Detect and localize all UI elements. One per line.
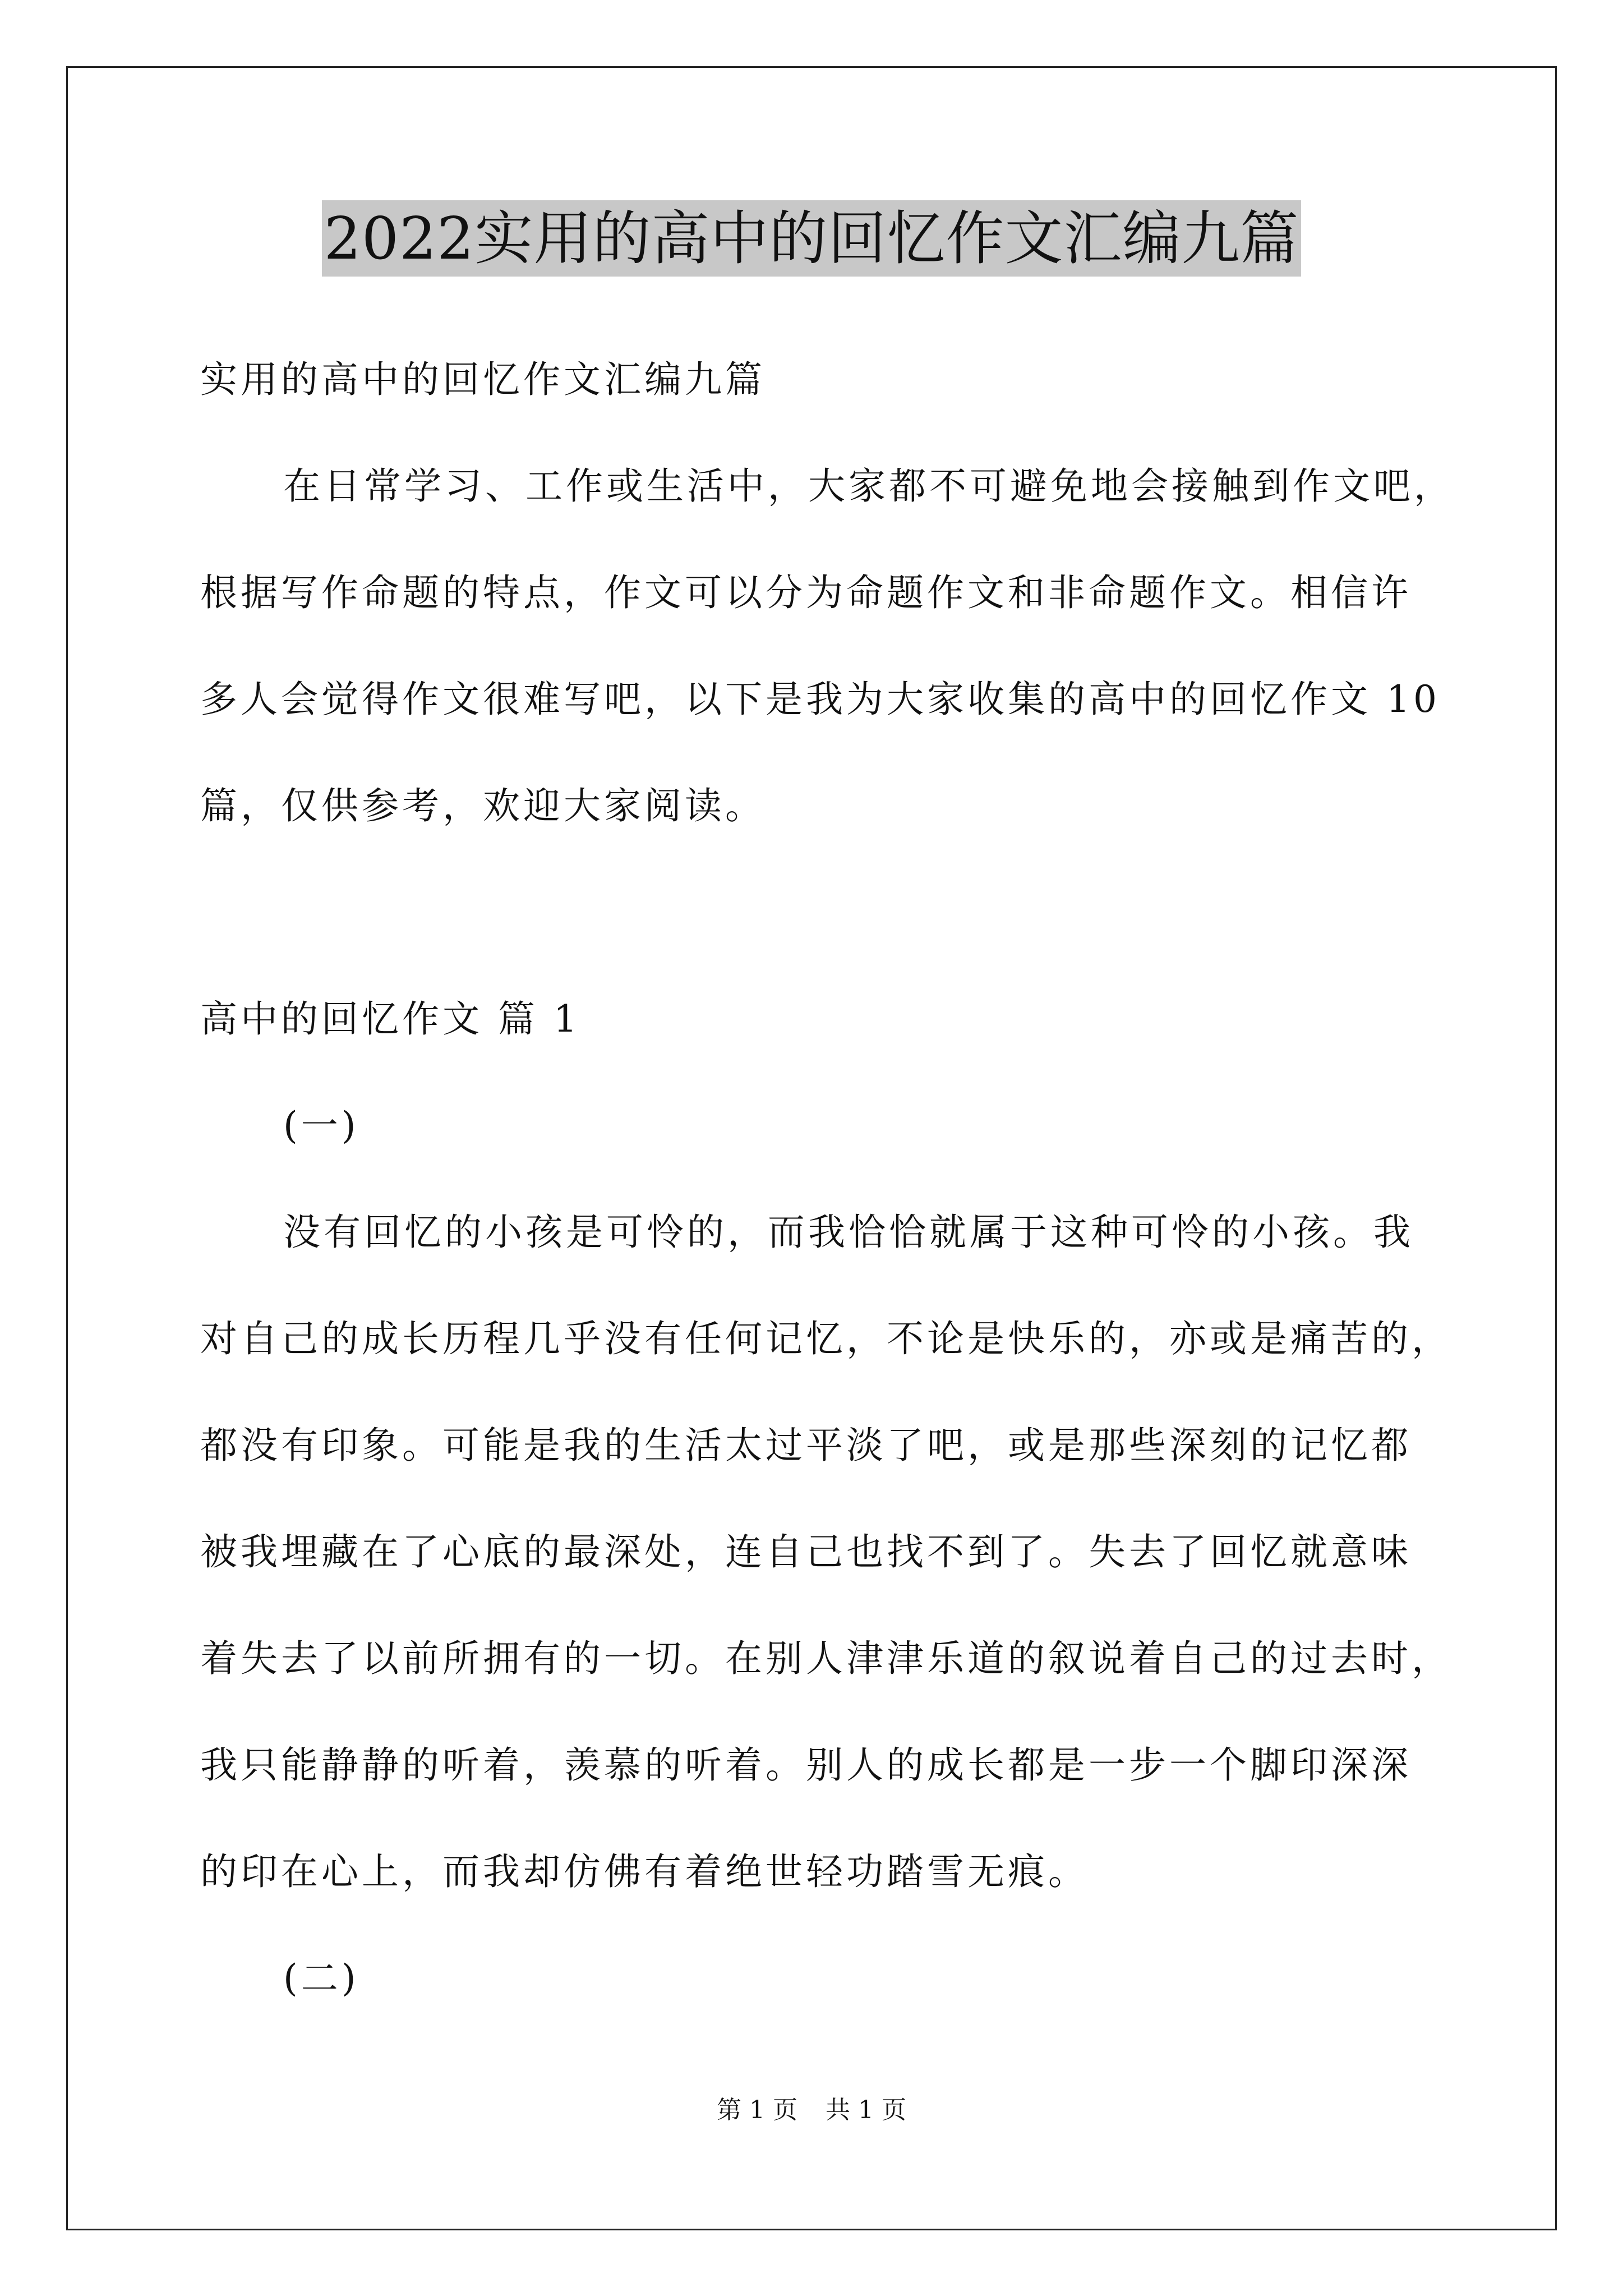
page-footer [0, 2093, 1623, 2127]
intro-line-1: 在日常学习、工作或生活中，大家都不可避免地会接触到作文吧， [283, 464, 1454, 508]
paragraph-line-7: 的印在心上，而我却仿佛有着绝世轻功踏雪无痕。 [200, 1850, 1089, 1893]
part-label-1: (一) [283, 1104, 359, 1147]
paragraph-line-6: 我只能静静的听着，羡慕的听着。别人的成长都是一步一个脚印深深 [200, 1743, 1412, 1787]
document-title: 2022实用的高中的回忆作文汇编九篇 [322, 200, 1302, 277]
paragraph-line-5: 着失去了以前所拥有的一切。在别人津津乐道的叙说着自己的过去时， [200, 1637, 1452, 1680]
page-number-total: 共 1 页 [826, 2096, 906, 2124]
intro-line-2: 根据写作命题的特点，作文可以分为命题作文和非命题作文。相信许 [200, 571, 1412, 614]
intro-line-3: 多人会觉得作文很难写吧，以下是我为大家收集的高中的回忆作文 10 [200, 678, 1440, 721]
paragraph-line-4: 被我埋藏在了心底的最深处，连自己也找不到了。失去了回忆就意味 [200, 1530, 1412, 1573]
paragraph-line-3: 都没有印象。可能是我的生活太过平淡了吧，或是那些深刻的记忆都 [200, 1424, 1412, 1467]
section-heading: 高中的回忆作文 篇 1 [200, 997, 580, 1041]
part-label-2: (二) [283, 1957, 359, 2000]
intro-line-4: 篇，仅供参考，欢迎大家阅读。 [200, 784, 766, 827]
paragraph-line-2: 对自己的成长历程几乎没有任何记忆，不论是快乐的，亦或是痛苦的， [200, 1317, 1452, 1360]
paragraph-line-1: 没有回忆的小孩是可怜的，而我恰恰就属于这种可怜的小孩。我 [283, 1211, 1414, 1254]
document-subtitle: 实用的高中的回忆作文汇编九篇 [200, 358, 766, 401]
page-number-current: 第 1 页 [717, 2096, 797, 2124]
title-block [0, 200, 1623, 277]
